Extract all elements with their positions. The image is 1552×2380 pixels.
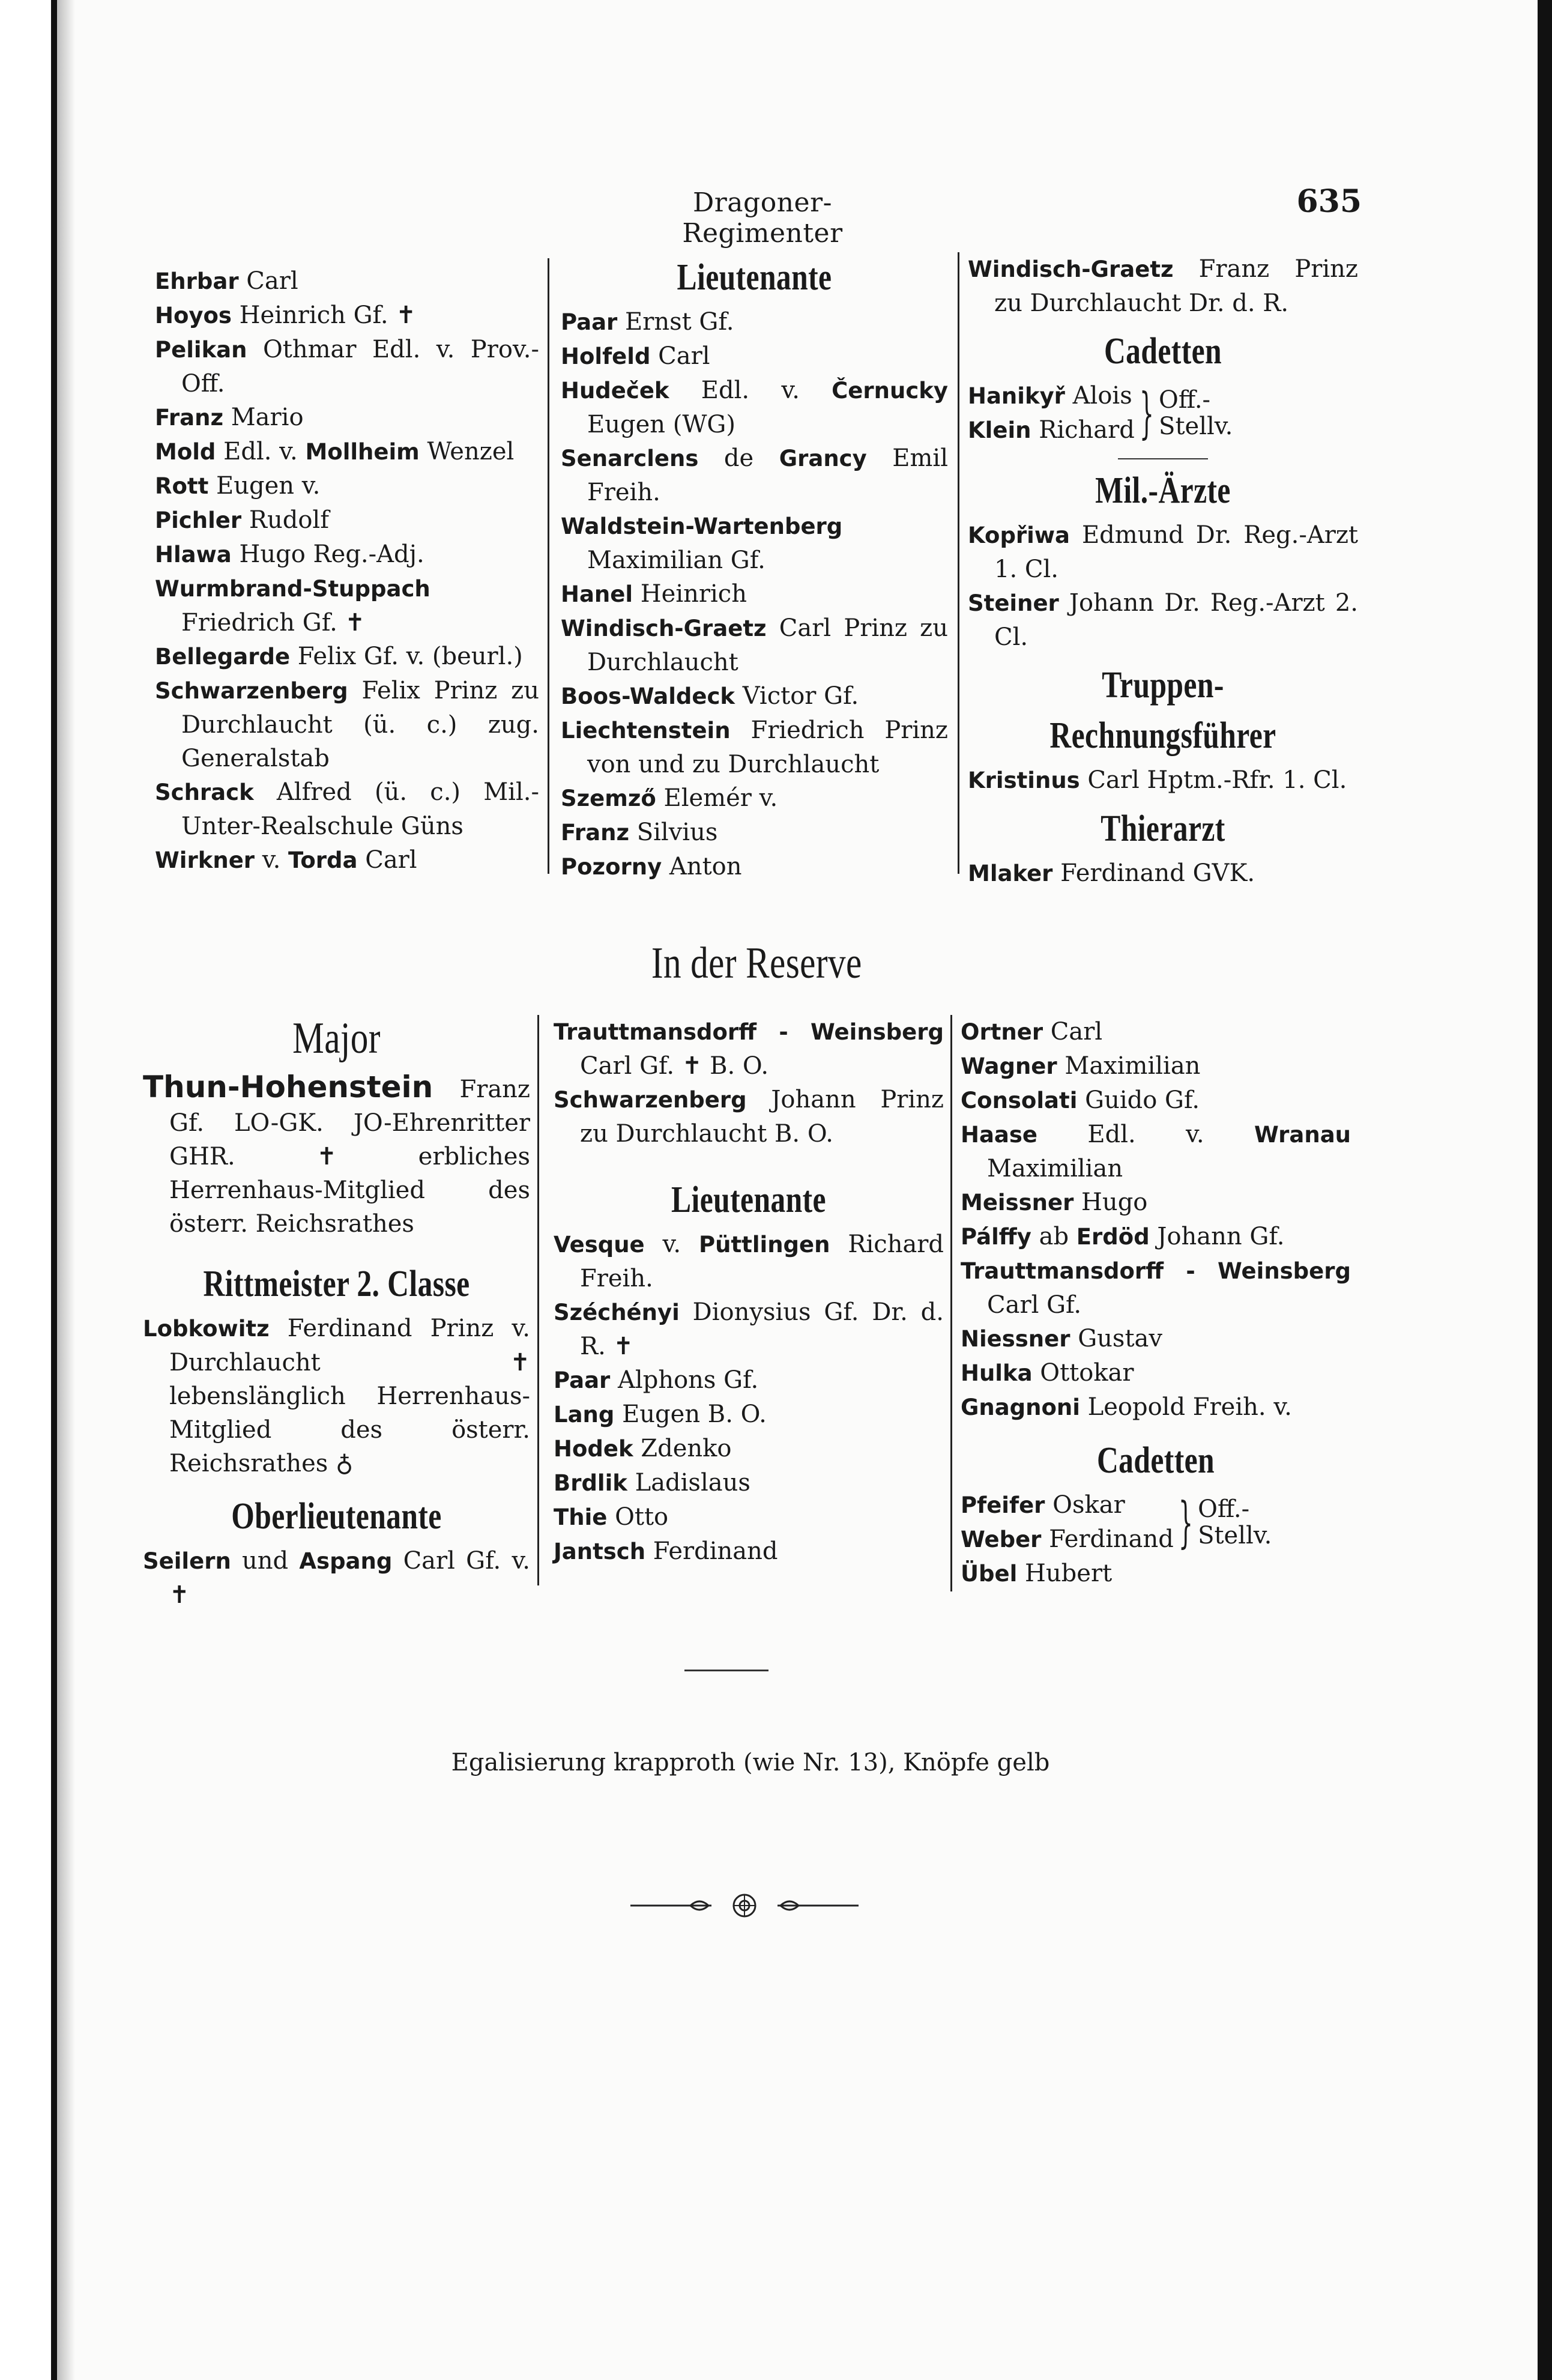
- list-item: Brdlik Ladislaus: [554, 1469, 750, 1497]
- list-item: Ehrbar Carl: [155, 267, 298, 295]
- reserve-column-2: [554, 1015, 944, 1569]
- list-item: Steiner Johann Dr. Reg.-Arzt 2. Cl.: [968, 589, 1358, 651]
- list-item: Vesque v. Püttlingen Richard Freih.: [554, 1231, 944, 1292]
- cadetten-heading: Cadetten: [1104, 331, 1222, 372]
- rittmeister-heading: Rittmeister 2. Classe: [203, 1264, 470, 1304]
- list-item: Thie Otto: [554, 1503, 669, 1531]
- list-item: Waldstein-Wartenberg Maximilian Gf.: [561, 513, 843, 574]
- list-item: Pfeifer Oskar: [961, 1491, 1125, 1519]
- reserve-column-1: [143, 1009, 530, 1612]
- list-item: Jantsch Ferdinand: [554, 1537, 778, 1565]
- list-item: Trauttmansdorff - Weinsberg Carl Gf.: [961, 1258, 1351, 1319]
- short-divider: [1118, 458, 1208, 459]
- list-item: Pelikan Othmar Edl. v. Prov.-Off.: [155, 336, 540, 398]
- list-item: Hoyos Heinrich Gf. ✝: [155, 301, 416, 329]
- list-item: Thun-Hohenstein Franz Gf. LO-GK. JO-Ehrenritter GHR. ✝ erbliches Herrenhaus-Mitglied des österr. Reichsrathes: [143, 1070, 530, 1238]
- list-item: Wurmbrand-Stuppach Friedrich Gf. ✝: [155, 576, 430, 637]
- column-divider: [537, 1015, 539, 1585]
- list-item: Hodek Zdenko: [554, 1435, 732, 1462]
- list-item: Bellegarde Felix Gf. v. (beurl.): [155, 643, 523, 670]
- list-item: Haase Edl. v. Wranau Maximilian: [961, 1121, 1351, 1182]
- reserve-column-3: [961, 1015, 1351, 1591]
- list-item: Hudeček Edl. v. Černucky Eugen (WG): [561, 377, 948, 438]
- list-item: Übel Hubert: [961, 1560, 1113, 1587]
- list-item: Wagner Maximilian: [961, 1052, 1201, 1080]
- list-item: Seilern und Aspang Carl Gf. v. ✝: [143, 1547, 531, 1609]
- column-divider: [548, 258, 549, 874]
- page-number: 635: [1296, 183, 1362, 220]
- cadetten-heading: Cadetten: [1096, 1440, 1215, 1481]
- list-item: Hanikyř Alois: [968, 382, 1132, 410]
- list-item: Schwarzenberg Felix Prinz zu Durchlaucht (ü. c.) zug. Generalstab: [155, 677, 540, 772]
- section-divider: [684, 1670, 768, 1671]
- lieutenante-column: [561, 252, 948, 884]
- list-item: Paar Alphons Gf.: [554, 1366, 759, 1394]
- brace-symbol: }: [1178, 1491, 1194, 1554]
- list-item: Liechtenstein Friedrich Prinz von und zu Durchlaucht: [561, 716, 949, 778]
- aerzte-heading: Mil.-Ärzte: [1095, 470, 1231, 511]
- list-item: Kopřiwa Edmund Dr. Reg.-Arzt 1. Cl.: [968, 521, 1359, 583]
- running-title: Dragoner-Regimenter: [682, 187, 843, 249]
- reserve-heading: In der Reserve: [651, 939, 862, 988]
- lieutenante-heading: Lieutenante: [671, 1179, 826, 1220]
- oberlieutenante-heading: Oberlieutenante: [231, 1496, 442, 1537]
- brace-symbol: }: [1139, 381, 1155, 445]
- thierarzt-heading: Thierarzt: [1101, 808, 1225, 849]
- list-item: Pozorny Anton: [561, 853, 742, 880]
- list-item: Boos-Waldeck Victor Gf.: [561, 682, 859, 710]
- cadetten-group: Pfeifer Oskar Weber Ferdinand } Off.- Stellv.: [961, 1488, 1351, 1557]
- list-item: Windisch-Graetz Carl Prinz zu Durchlaucht: [561, 614, 949, 676]
- list-item: Hanel Heinrich: [561, 580, 747, 608]
- rechnungsfuehrer-heading: Truppen-Rechnungsführer: [1049, 665, 1276, 756]
- column-divider: [950, 1015, 952, 1591]
- list-item: Trauttmansdorff - Weinsberg Carl Gf. ✝ B. O.: [554, 1019, 944, 1080]
- major-heading: Major: [292, 1014, 381, 1063]
- list-item: Holfeld Carl: [561, 342, 710, 370]
- column-divider: [958, 252, 959, 874]
- egalisierung-note: Egalisierung krapproth (wie Nr. 13), Knöpfe gelb: [451, 1749, 1050, 1776]
- list-item: Széchényi Dionysius Gf. Dr. d. R. ✝: [554, 1298, 944, 1360]
- list-item: Pichler Rudolf: [155, 506, 329, 534]
- list-item: Consolati Guido Gf.: [961, 1086, 1200, 1114]
- cadetten-group: Hanikyř Alois Klein Richard } Off.- Stellv.: [968, 379, 1358, 447]
- officer-list-column-1: [155, 264, 539, 877]
- list-item: Weber Ferdinand: [961, 1525, 1174, 1553]
- list-item: Hlawa Hugo Reg.-Adj.: [155, 540, 424, 568]
- list-item: Rott Eugen v.: [155, 472, 321, 500]
- list-item: Mlaker Ferdinand GVK.: [968, 859, 1255, 887]
- list-item: Lang Eugen B. O.: [554, 1400, 767, 1428]
- list-item: Schwarzenberg Johann Prinz zu Durchlaucht B. O.: [554, 1086, 944, 1148]
- list-item: Ortner Carl: [961, 1018, 1103, 1046]
- list-item: Franz Silvius: [561, 819, 718, 846]
- list-item: Hulka Ottokar: [961, 1359, 1134, 1387]
- list-item: Schrack Alfred (ü. c.) Mil.-Unter-Realschule Güns: [155, 778, 539, 840]
- scan-border-right: [1538, 0, 1552, 2380]
- list-item: Senarclens de Grancy Emil Freih.: [561, 444, 948, 506]
- list-item: Pálffy ab Erdöd Johann Gf.: [961, 1223, 1285, 1250]
- list-item: Wirkner v. Torda Carl: [155, 846, 417, 874]
- list-item: Paar Ernst Gf.: [561, 308, 734, 336]
- list-item: Niessner Gustav: [961, 1325, 1162, 1352]
- list-item: Windisch-Graetz Franz Prinz zu Durchlaucht Dr. d. R.: [968, 255, 1358, 317]
- staff-column: [968, 252, 1358, 891]
- list-item: Kristinus Carl Hptm.-Rfr. 1. Cl.: [968, 766, 1347, 794]
- list-item: Szemző Elemér v.: [561, 784, 778, 812]
- list-item: Gnagnoni Leopold Freih. v.: [961, 1393, 1292, 1421]
- list-item: Klein Richard: [968, 416, 1135, 444]
- ornament-icon: [630, 1891, 859, 1921]
- list-item: Franz Mario: [155, 404, 304, 431]
- lieutenante-heading: Lieutenante: [677, 257, 832, 298]
- list-item: Meissner Hugo: [961, 1188, 1148, 1216]
- list-item: Lobkowitz Ferdinand Prinz v. Durchlaucht ✝ lebenslänglich Herrenhaus-Mitglied des österr. Reichsrathes ♁: [143, 1315, 530, 1477]
- list-item: Mold Edl. v. Mollheim Wenzel: [155, 438, 515, 465]
